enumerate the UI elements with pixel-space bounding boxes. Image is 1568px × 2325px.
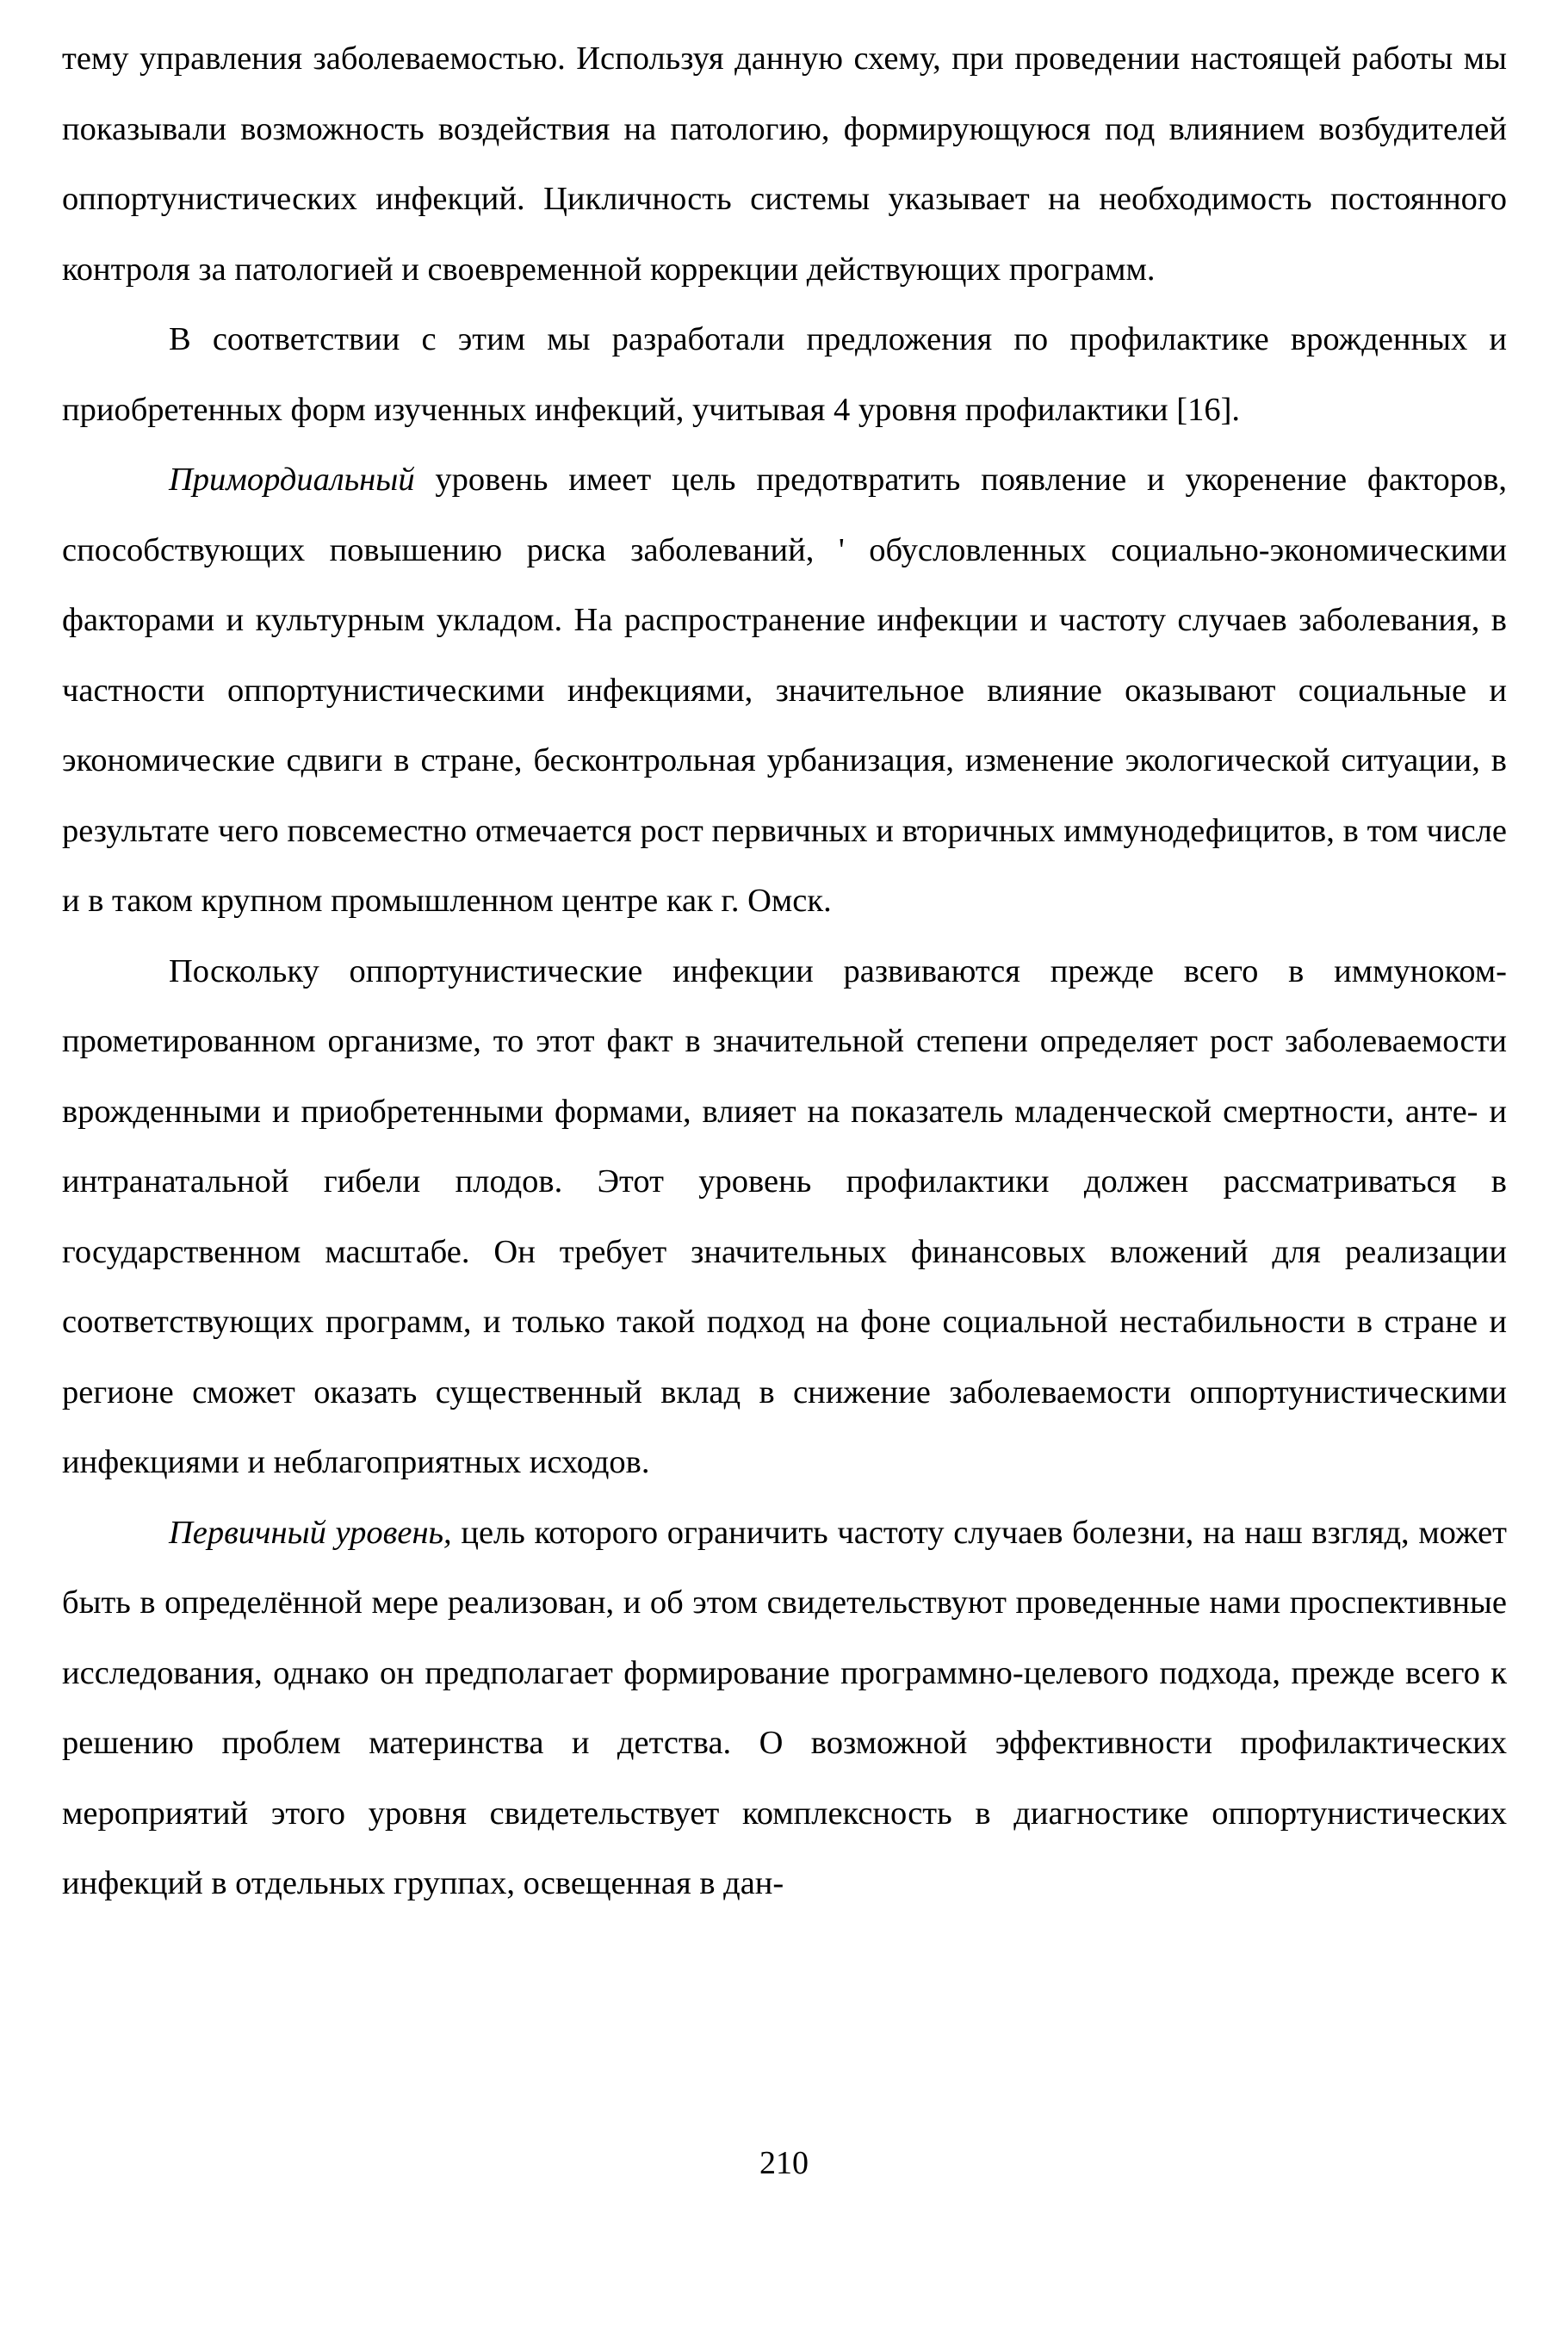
page-number: 210: [759, 2145, 809, 2181]
paragraph-4: [62, 937, 1507, 1498]
paragraph-5-text: цель которого ограничить частоту случаев болезни, на наш взгляд, может быть в определённой мере реализован, и об этом свидетельствуют проведенные нами проспективные исследования, однако он предполагает формирование программно-целевого подхода, прежде всего к решению проблем материнства и детства. О возможной эффективности профилактических мероприятий этого уровня свидетельствует комплексность в диагностике оппортунистических инфекций в отдельных группах, освещенная в дан-: [62, 1514, 1507, 1901]
paragraph-2: [62, 305, 1507, 445]
paragraph-3: [62, 445, 1507, 937]
paragraph-4-text: Поскольку оппортунистические инфекции развиваются прежде всего в иммунокомпрометированном организме, то этот факт в значительной степени определяет рост заболеваемости врожденными и приобретенными формами, влияет на показатель младенческой смертности, анте- и интранатальной гибели плодов. Этот уровень профилактики должен рассматриваться в государственном масштабе. Он требует значительных финансовых вложений для реализации соответствующих программ, и только такой подход на фоне социальной нестабильности в стране и регионе сможет оказать существенный вклад в снижение заболеваемости оппортунистическими инфекциями и неблагоприятных исходов.: [62, 952, 1507, 1480]
paragraph-5-lead: Первичный уровень,: [169, 1514, 452, 1551]
paragraph-2-text: В соответствии с этим мы разработали предложения по профилактике врожденных и приобретенных форм изученных инфекций, учитывая 4 уровня профилактики [16].: [62, 321, 1507, 428]
document-page: [62, 24, 1507, 1919]
paragraph-5: [62, 1498, 1507, 1919]
paragraph-1: [62, 24, 1507, 305]
paragraph-3-lead: Примордиальный: [169, 462, 415, 498]
paragraph-1-text: тему управления заболеваемостью. Используя данную схему, при проведении настоящей работы мы показывали возможность воздействия на патологию, формирующуюся под влиянием возбудителей оппортунистических инфекций. Цикличность системы указывает на необходимость постоянного контроля за патологией и своевременной коррекции действующих программ.: [62, 40, 1507, 288]
paragraph-3-text: уровень имеет цель предотвратить появление и укоренение факторов, способствующих повышению риска заболеваний, ' обусловленных социально-экономическими факторами и культурным укладом. На распространение инфекции и частоту случаев заболевания, в частности оппортунистическими инфекциями, значительное влияние оказывают социальные и экономические сдвиги в стране, бесконтрольная урбанизация, изменение экологической ситуации, в результате чего повсеместно отмечается рост первичных и вторичных иммунодефицитов, в том числе и в таком крупном промышленном центре как г. Омск.: [62, 462, 1507, 919]
